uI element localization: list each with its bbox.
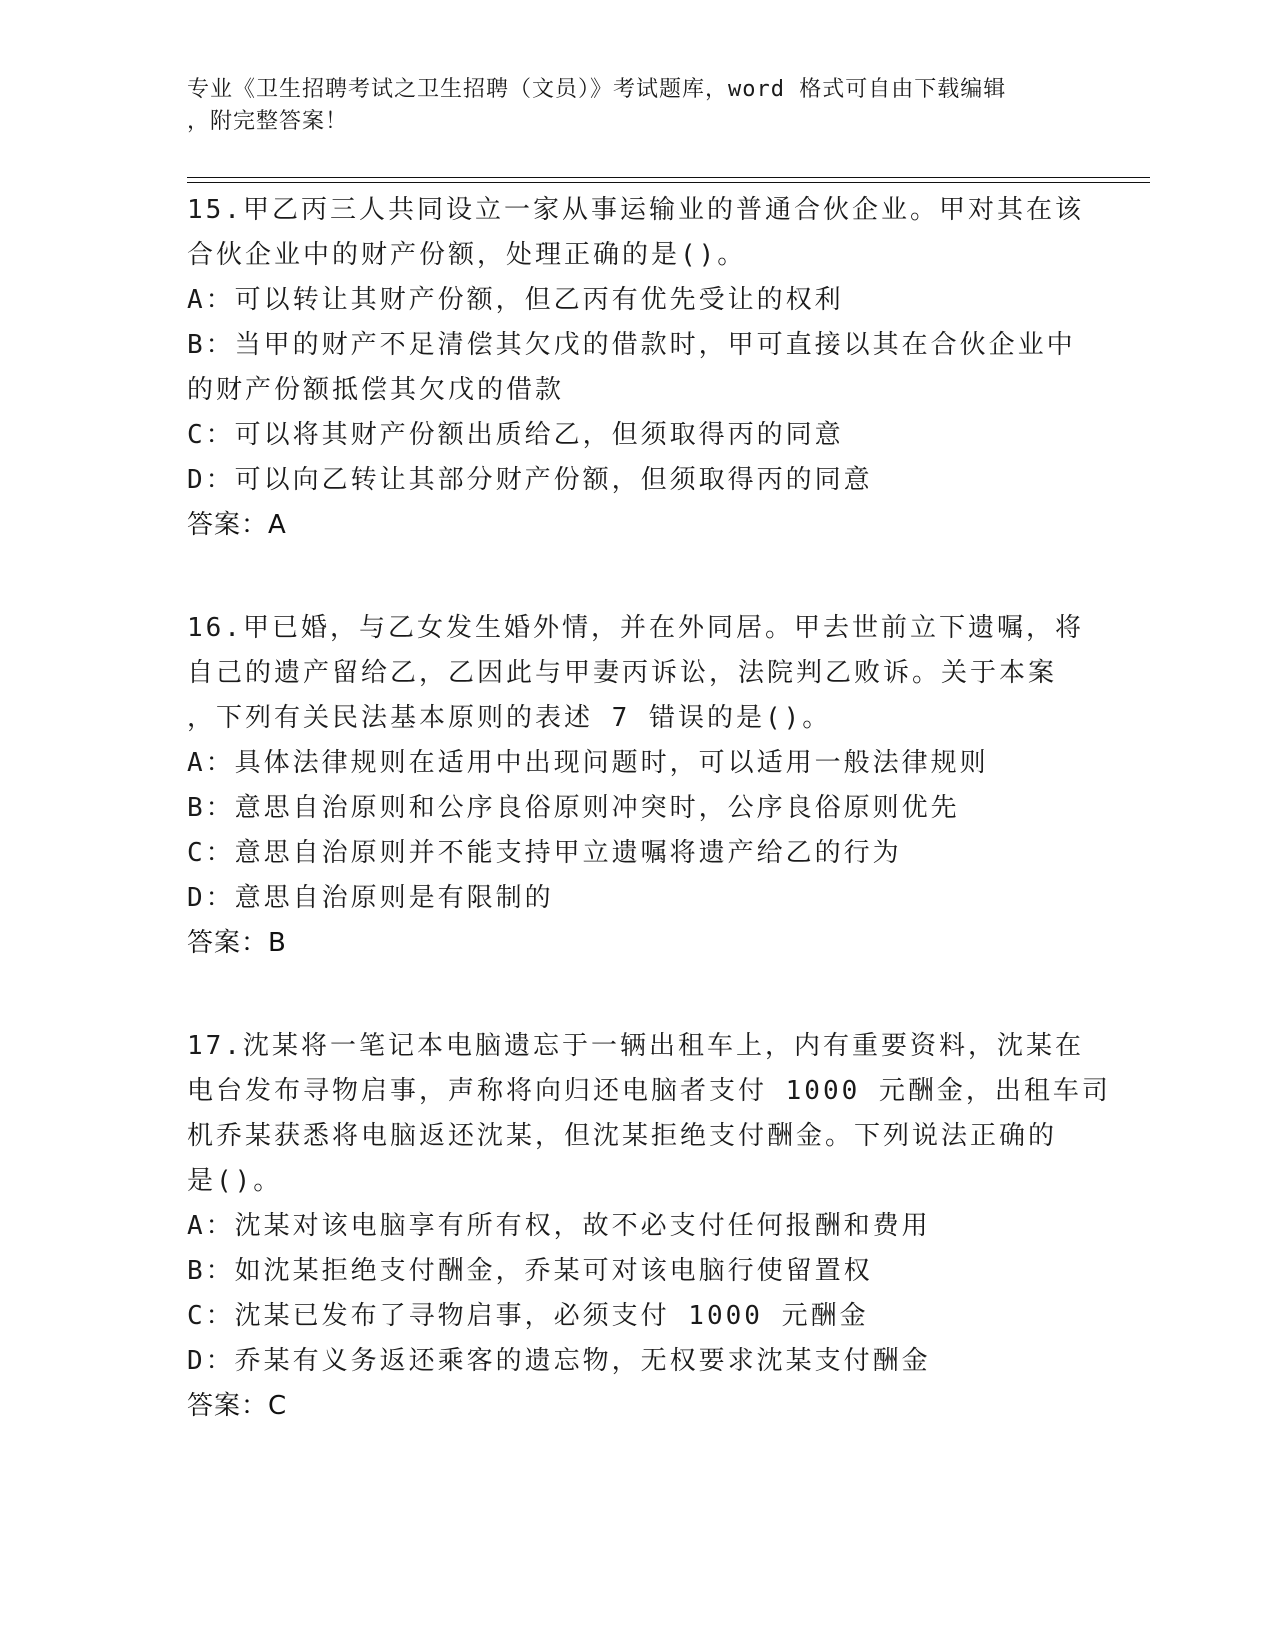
answer-label: 答案：B xyxy=(187,928,287,958)
option-c: C：可以将其财产份额出质给乙，但须取得丙的同意 xyxy=(187,420,844,450)
option-b: B：意思自治原则和公序良俗原则冲突时，公序良俗原则优先 xyxy=(187,793,960,823)
option-c: C：沈某已发布了寻物启事，必须支付 1000 元酬金 xyxy=(187,1301,869,1331)
answer-label: 答案：A xyxy=(187,510,287,540)
question-15 xyxy=(187,188,1087,548)
option-b: B：如沈某拒绝支付酬金，乔某可对该电脑行使留置权 xyxy=(187,1256,873,1286)
page-header xyxy=(187,74,1067,138)
header-divider-top xyxy=(187,177,1150,178)
option-c: C：意思自治原则并不能支持甲立遗嘱将遗产给乙的行为 xyxy=(187,838,902,868)
question-stem-line: 合伙企业中的财产份额，处理正确的是()。 xyxy=(187,240,747,270)
question-stem-line: 自己的遗产留给乙，乙因此与甲妻丙诉讼，法院判乙败诉。关于本案 xyxy=(187,658,1058,688)
option-d: D：意思自治原则是有限制的 xyxy=(187,883,554,913)
question-spacer xyxy=(187,966,1087,1024)
header-line: ，附完整答案！ xyxy=(187,109,349,134)
question-stem-line: 机乔某获悉将电脑返还沈某，但沈某拒绝支付酬金。下列说法正确的 xyxy=(187,1121,1058,1151)
question-stem-line: 17.沈某将一笔记本电脑遗忘于一辆出租车上，内有重要资料，沈某在 xyxy=(187,1031,1084,1061)
question-17 xyxy=(187,1024,1111,1429)
option-b-continued: 的财产份额抵偿其欠戊的借款 xyxy=(187,375,565,405)
question-stem-line: 15.甲乙丙三人共同设立一家从事运输业的普通合伙企业。甲对其在该 xyxy=(187,195,1084,225)
header-divider-bottom xyxy=(187,182,1150,183)
question-list xyxy=(187,188,1111,1429)
option-b: B：当甲的财产不足清偿其欠戊的借款时，甲可直接以其在合伙企业中 xyxy=(187,330,1076,360)
option-a: A：沈某对该电脑享有所有权，故不必支付任何报酬和费用 xyxy=(187,1211,931,1241)
question-stem-line: ，下列有关民法基本原则的表述 7 错误的是()。 xyxy=(187,703,832,733)
question-stem-line: 电台发布寻物启事，声称将向归还电脑者支付 1000 元酬金，出租车司 xyxy=(187,1076,1111,1106)
option-d: D：可以向乙转让其部分财产份额，但须取得丙的同意 xyxy=(187,465,873,495)
answer-label: 答案：C xyxy=(187,1391,288,1421)
question-stem-line: 16.甲已婚，与乙女发生婚外情，并在外同居。甲去世前立下遗嘱，将 xyxy=(187,613,1084,643)
option-a: A：可以转让其财产份额，但乙丙有优先受让的权利 xyxy=(187,285,844,315)
header-line: 专业《卫生招聘考试之卫生招聘（文员）》考试题库，word 格式可自由下载编辑 xyxy=(187,77,1007,102)
question-16 xyxy=(187,606,1087,966)
question-spacer xyxy=(187,548,1087,606)
option-d: D：乔某有义务返还乘客的遗忘物，无权要求沈某支付酬金 xyxy=(187,1346,931,1376)
question-stem-line: 是()。 xyxy=(187,1166,283,1196)
option-a: A：具体法律规则在适用中出现问题时，可以适用一般法律规则 xyxy=(187,748,989,778)
